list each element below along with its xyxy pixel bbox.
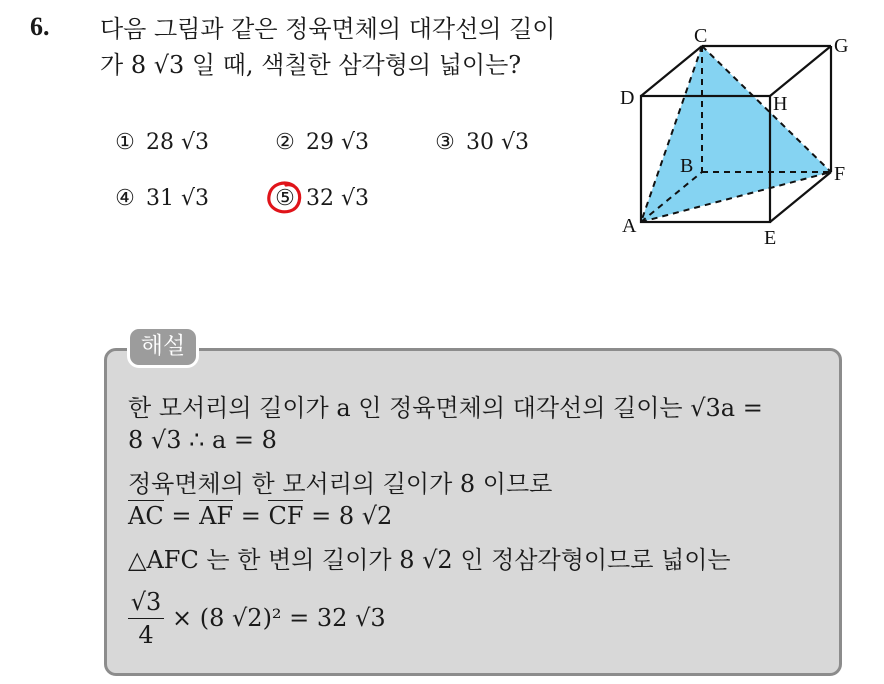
vertex-label-b: B	[680, 155, 694, 177]
segment-af: AF	[199, 502, 234, 530]
segment-ac: AC	[128, 502, 164, 530]
solution-tag: 해설	[127, 326, 199, 368]
choice-1[interactable]	[112, 130, 209, 155]
choice-2[interactable]	[272, 130, 369, 155]
selected-answer-circle-icon	[266, 180, 304, 216]
choice-5[interactable]	[272, 186, 369, 211]
solution-line6-tail: × (8 √2)² = 32 √3	[172, 604, 386, 632]
choice-2-value: 29 √3	[306, 130, 370, 155]
fraction-sqrt3-over-4	[128, 588, 164, 649]
choice-5-mark-glyph: ⑤	[275, 186, 295, 211]
vertex-label-c: C	[694, 25, 708, 47]
solution-line2: 8 √3 ∴ a = 8	[128, 426, 277, 454]
choice-1-mark: ①	[115, 130, 135, 155]
choice-3[interactable]	[432, 130, 529, 155]
choice-4[interactable]	[112, 186, 209, 211]
choice-2-mark: ②	[275, 130, 295, 155]
question-text-line1: 다음 그림과 같은 정육면체의 대각선의 길이	[100, 15, 556, 43]
vertex-label-f: F	[834, 163, 846, 185]
question-number: 6.	[30, 12, 50, 41]
solution-line4	[128, 502, 392, 530]
cube-figure	[608, 18, 856, 250]
solution-line1: 한 모서리의 길이가 a 인 정육면체의 대각선의 길이는 √3a =	[128, 394, 763, 422]
vertex-label-a: A	[622, 215, 637, 237]
solution-line3: 정육면체의 한 모서리의 길이가 8 이므로	[128, 470, 553, 498]
solution-line4-tail: = 8 √2	[303, 502, 393, 530]
choice-1-value: 28 √3	[146, 130, 210, 155]
fraction-denominator: 4	[138, 621, 154, 649]
choice-4-value: 31 √3	[146, 186, 210, 211]
vertex-label-h: H	[773, 93, 788, 115]
fraction-numerator: √3	[128, 588, 164, 619]
vertex-label-e: E	[764, 227, 777, 249]
equals-2: =	[233, 502, 269, 530]
choice-4-mark: ④	[115, 186, 135, 211]
choice-5-value: 32 √3	[306, 186, 370, 211]
equals-1: =	[163, 502, 200, 530]
choice-5-mark	[272, 186, 298, 211]
vertex-label-d: D	[620, 87, 635, 109]
choice-3-value: 30 √3	[466, 130, 530, 155]
choice-3-mark: ③	[435, 130, 455, 155]
segment-cf: CF	[268, 502, 304, 530]
question-text-line2: 가 8 √3 일 때, 색칠한 삼각형의 넓이는?	[100, 51, 522, 79]
solution-line5: △AFC 는 한 변의 길이가 8 √2 인 정삼각형이므로 넓이는	[128, 546, 731, 574]
vertex-label-g: G	[834, 35, 849, 57]
